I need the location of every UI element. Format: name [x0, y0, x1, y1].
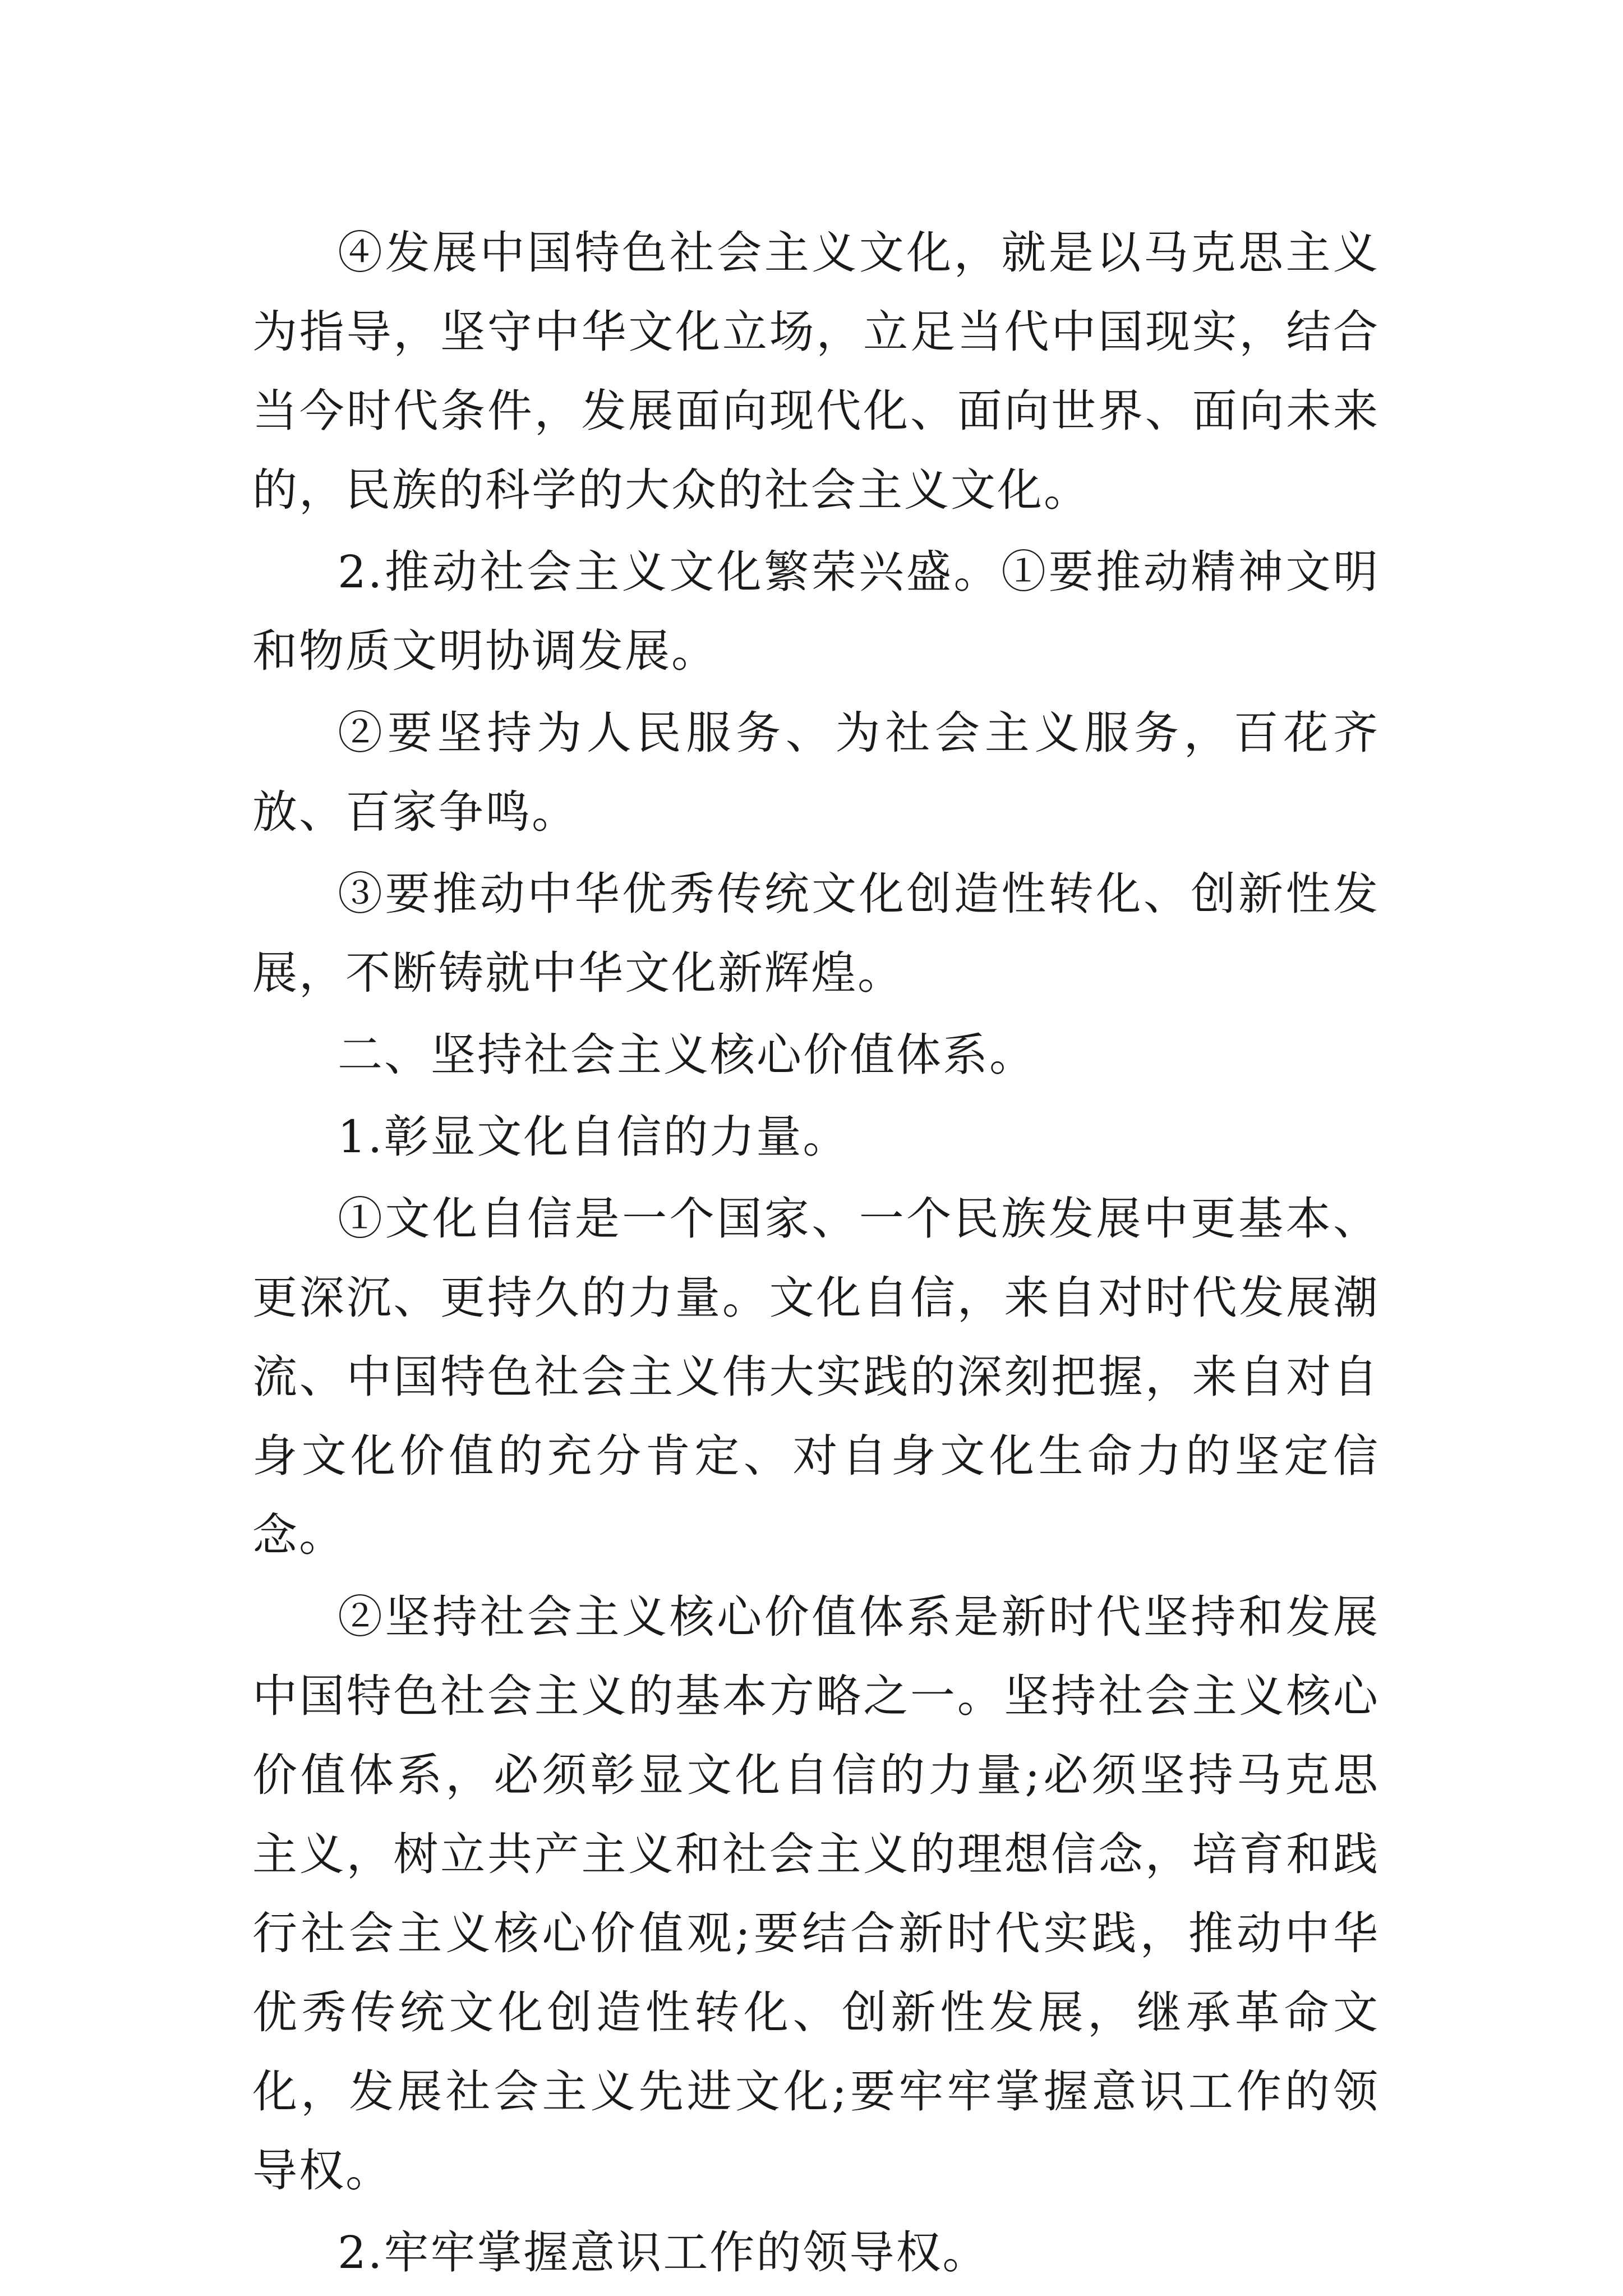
paragraph-core-values-strategy: ②坚持社会主义核心价值体系是新时代坚持和发展中国特色社会主义的基本方略之一。坚持社会主义核心价值体系，必须彰显文化自信的力量;必须坚持马克思主义，树立共产主义和社会主义的理想信念，培育和践行社会主义核心价值观;要结合新时代实践，推动中华优秀传统文化创造性转化、创新性发展，继承革命文化，发展社会主义先进文化;要牢牢掌握意识工作的领导权。 [252, 1591, 1380, 2197]
paragraph-cultural-confidence: ①文化自信是一个国家、一个民族发展中更基本、更深沉、更持久的力量。文化自信，来自对时代发展潮流、中国特色社会主义伟大实践的深刻把握，来自对自身文化价值的充分肯定、对自身文化生命力的坚定信念。 [252, 1193, 1380, 1561]
document-body [252, 213, 1380, 2295]
paragraph-culture-definition: ④发展中国特色社会主义文化，就是以马克思主义为指导，坚守中华文化立场，立足当代中国现实，结合当今时代条件，发展面向现代化、面向世界、面向未来的，民族的科学的大众的社会主义文化。 [252, 227, 1380, 516]
paragraph-promote-culture: 2.推动社会主义文化繁荣兴盛。①要推动精神文明和物质文明协调发展。 [252, 546, 1380, 677]
paragraph-serve-people: ②要坚持为人民服务、为社会主义服务，百花齐放、百家争鸣。 [252, 707, 1380, 838]
subheading-ideology-leadership: 2.牢牢掌握意识工作的领导权。 [338, 2226, 989, 2279]
section-heading-core-values: 二、坚持社会主义核心价值体系。 [338, 1029, 1036, 1081]
paragraph-traditional-culture: ③要推动中华优秀传统文化创造性转化、创新性发展，不断铸就中华文化新辉煌。 [252, 868, 1380, 999]
subheading-cultural-confidence: 1.彰显文化自信的力量。 [338, 1111, 850, 1163]
